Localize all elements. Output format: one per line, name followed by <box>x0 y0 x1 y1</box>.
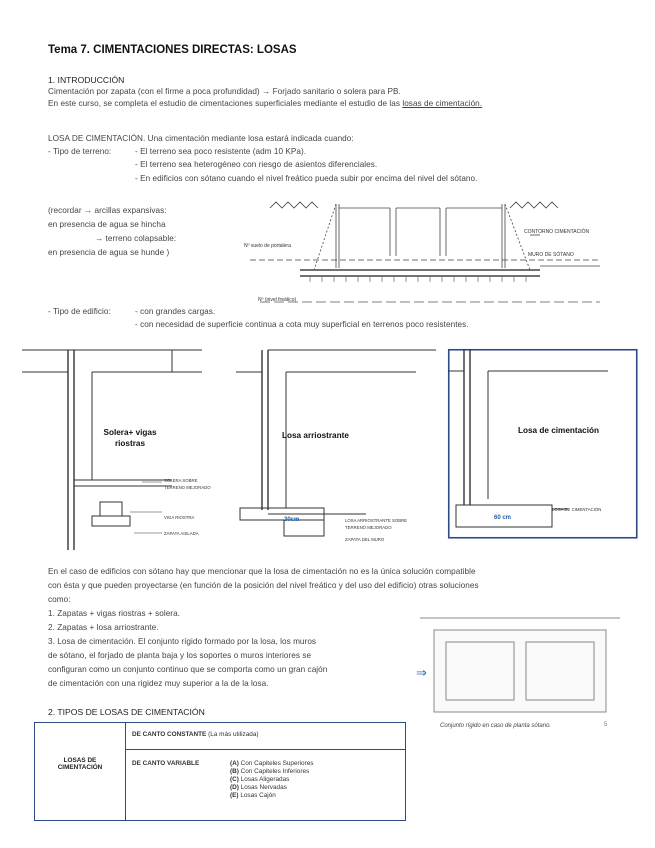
section-heading-tipos: 2. TIPOS DE LOSAS DE CIMENTACIÓN <box>48 707 205 717</box>
terreno-item-3: - En edificios con sótano cuando el nivel freático pueda subir por encima del nivel del sótano. <box>135 174 478 183</box>
edificio-label: - Tipo de edificio: <box>48 307 111 316</box>
rigid-box-diagram <box>420 600 620 718</box>
table-left-cell <box>35 723 126 821</box>
variable-key-b: (B) <box>230 768 239 775</box>
page-title: Tema 7. CIMENTACIONES DIRECTAS: LOSAS <box>48 44 297 56</box>
canto-variable-label: DE CANTO VARIABLE <box>132 760 200 767</box>
panel-arriostrante-label-1: LOSA ARRIOSTRANTE SOBRE <box>345 518 408 523</box>
table-left-line-2: CIMENTACIÓN <box>57 764 103 771</box>
variable-text-a: Con Capiteles Superiores <box>240 760 314 767</box>
para2-item-5: configuran como un conjunto continuo que se comporta como un gran cajón <box>48 665 328 674</box>
variable-text-c: Losas Aligeradas <box>240 776 290 783</box>
variable-list <box>230 760 313 800</box>
recordar-line-3: → terreno colapsable: <box>95 234 177 243</box>
figure-caption: Conjunto rígido en caso de planta sótano. <box>440 723 552 729</box>
para2-item-1: 1. Zapatas + vigas riostras + solera. <box>48 609 181 618</box>
canto-constante-label: DE CANTO CONSTANTE <box>132 731 207 738</box>
panel-title-losa-cimentacion: Losa de cimentación <box>518 426 599 435</box>
edificio-item-2: - con necesidad de superficie continua a cota muy superficial en terrenos poco resistentes. <box>135 320 469 329</box>
panel-solera-label-4: ZAPATA AISLADA <box>164 531 199 536</box>
diagram1-label-right-1: CONTORNO CIMENTACIÓN <box>524 229 590 235</box>
losas-link-text: losas de cimentación. <box>402 99 483 108</box>
para2-item-2: 2. Zapatas + losa arriostrante. <box>48 623 159 632</box>
panel-arriostrante-label-2: TERRENO MEJORADO <box>345 525 392 530</box>
terreno-item-1: - El terreno sea poco resistente (adm 10 KPa). <box>135 147 307 156</box>
edificio-item-1: - con grandes cargas. <box>135 307 216 316</box>
para2-line-3: como: <box>48 595 71 604</box>
right-arrow-icon: ⇒ <box>416 665 427 680</box>
recordar-line-1: (recordar → arcillas expansivas: <box>48 206 167 215</box>
panel-losa-cimentacion-frame <box>448 349 638 539</box>
diagram1-label-left: Nº suelo de portalera <box>244 243 291 249</box>
diagram1-label-bottom: Nº (nivel freático) <box>258 297 297 303</box>
panel-cimentacion-dim: 60 cm <box>494 515 512 521</box>
list-item <box>230 792 313 800</box>
section-heading-introduccion: 1. INTRODUCCIÓN <box>48 75 125 85</box>
variable-text-b: Con Capiteles Inferiores <box>240 768 310 775</box>
panel-arriostrante-dim: 30cm <box>284 517 300 523</box>
para2-item-6: de cimentación con una rigidez muy superior a la de la losa. <box>48 679 269 688</box>
table-left-line-1: LOSAS DE <box>63 757 97 764</box>
canto-constante-note: (La más utilizada) <box>208 731 259 738</box>
panel-arriostrante-label-3: ZAPATA DEL MURO <box>345 537 385 542</box>
recordar-line-2: en presencia de agua se hincha <box>48 220 166 229</box>
panel-solera-label-2: TERRENO MEJORADO <box>164 485 211 490</box>
intro-line-1: Cimentación por zapata (con el firme a poca profundidad) → Forjado sanitario o solera para PB. <box>48 87 401 96</box>
variable-key-d: (D) <box>230 784 239 791</box>
recordar-line-4: en presencia de agua se hunde ) <box>48 248 170 257</box>
variable-key-c: (C) <box>230 776 239 783</box>
intro-line-2 <box>48 99 482 108</box>
panel-solera-label-1: SOLERA SOBRE <box>164 478 198 483</box>
list-item <box>230 784 313 792</box>
foundation-section-diagram <box>240 190 610 310</box>
figure-number: 5 <box>604 722 608 728</box>
panel-solera-diagram <box>22 350 202 550</box>
table-divider <box>126 749 405 750</box>
losas-types-table <box>34 722 406 821</box>
panel-solera-label-3: VIGA RIOSTRA <box>164 515 195 520</box>
list-item <box>230 760 313 768</box>
variable-text-e: Losas Cajón <box>240 792 276 799</box>
para2-item-3: 3. Losa de cimentación. El conjunto rígido formado por la losa, los muros <box>48 637 317 646</box>
terreno-item-2: - El terreno sea heterogéneo con riesgo de asientos diferenciales. <box>135 160 378 169</box>
panel-title-solera: Solera+ vigas riostras <box>103 428 157 448</box>
list-item <box>230 776 313 784</box>
para2-line-2: con ésta y que pueden proyectarse (en función de la posición del nivel freático y del uso del edificio) otras soluciones <box>48 581 479 590</box>
table-right-cell <box>126 723 406 821</box>
para2-line-1: En el caso de edificios con sótano hay que mencionar que la losa de cimentación no es la única solución compatible <box>48 567 476 576</box>
variable-key-a: (A) <box>230 760 239 767</box>
variable-text-d: Losas Nervadas <box>240 784 287 791</box>
intro-line-2-text: En este curso, se completa el estudio de cimentaciones superficiales mediante el estudio de las <box>48 99 403 108</box>
terreno-label: - Tipo de terreno: <box>48 147 112 156</box>
variable-key-e: (E) <box>230 792 239 799</box>
canto-constante-row <box>132 731 259 738</box>
diagram1-label-right-2: MURO DE SÓTANO <box>528 252 574 258</box>
list-item <box>230 768 313 776</box>
panel-cimentacion-label-1: LOSA DE CIMENTACIÓN <box>552 507 602 512</box>
panel-title-losa-arriostrante: Losa arriostrante <box>282 431 349 440</box>
losa-intro: LOSA DE CIMENTACIÓN. Una cimentación mediante losa estará indicada cuando: <box>48 134 354 143</box>
para2-item-4: de sótano, el forjado de planta baja y los soportes o muros interiores se <box>48 651 312 660</box>
